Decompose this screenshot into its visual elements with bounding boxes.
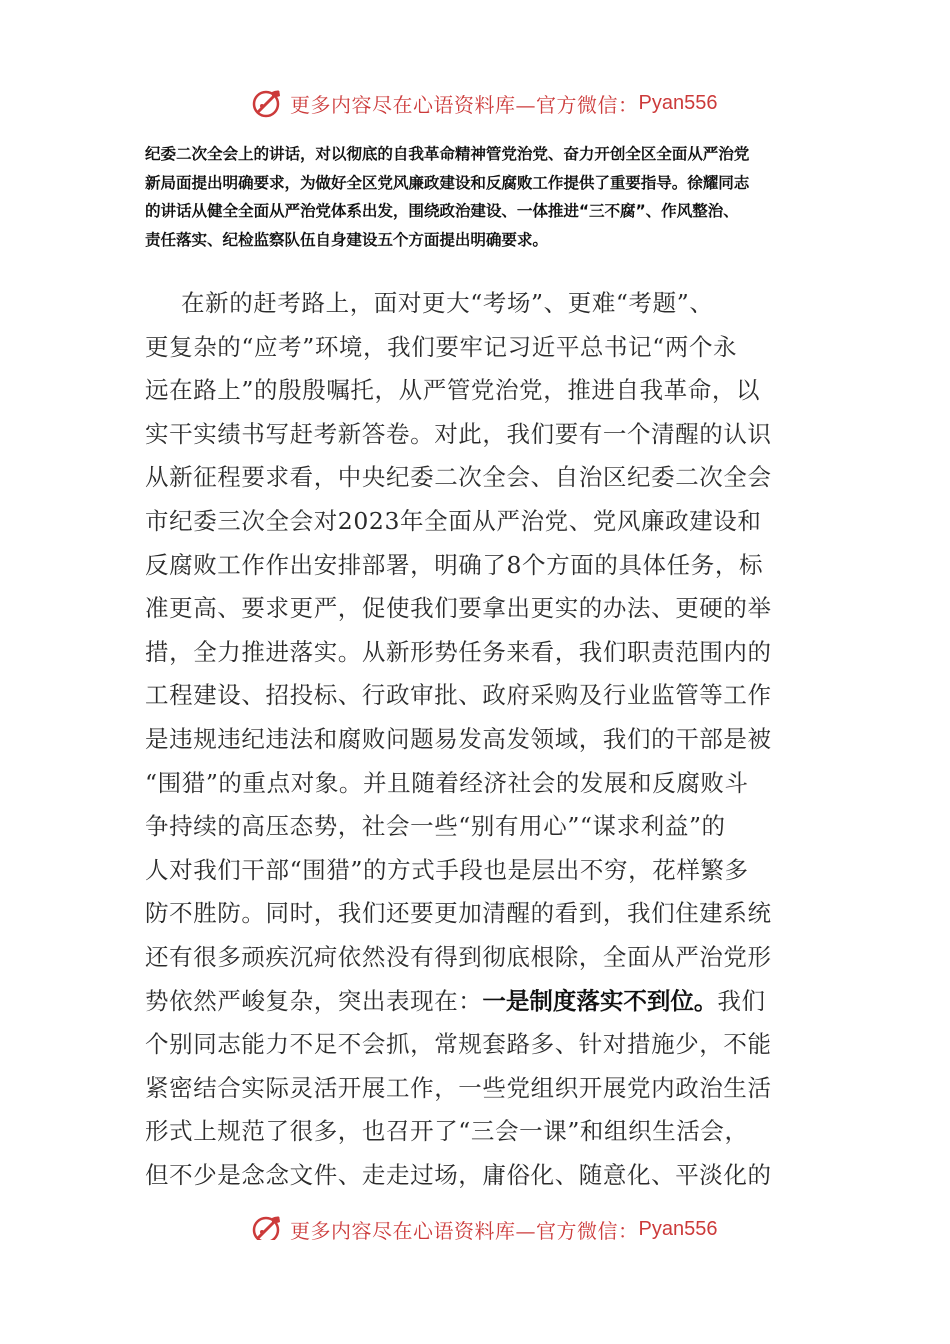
body-line: 是违规违纪违法和腐败问题易发高发领域，我们的干部是被 [145, 724, 772, 753]
footer-banner-handle: Pyan556 [638, 1217, 718, 1240]
intro-line: 责任落实、纪检监察队伍自身建设五个方面提出明确要求。 [145, 230, 548, 249]
emphasis-heading: 一是制度落实不到位。 [482, 986, 718, 1015]
intro-line: 新局面提出明确要求，为做好全区党风廉政建设和反腐败工作提供了重要指导。徐耀同志 [145, 173, 750, 192]
body-line-after: 我们 [717, 986, 766, 1015]
body-line: 更复杂的“应考”环境，我们要牢记习近平总书记“两个永 [145, 332, 738, 361]
body-line: 形式上规范了很多，也召开了“三会一课”和组织生活会， [145, 1117, 749, 1146]
body-line-with-emphasis [145, 980, 810, 1024]
intro-line: 纪委二次全会上的讲话，对以彻底的自我革命精神管党治党、奋力开创全区全面从严治党 [145, 145, 750, 163]
body-line: 还有很多顽疾沉疴依然没有得到彻底根除，全面从严治党形 [145, 942, 772, 971]
body-line: 市纪委三次全会对2023年全面从严治党、党风廉政建设和 [145, 506, 762, 535]
header-banner-handle: Pyan556 [638, 91, 718, 114]
body-paragraph [145, 282, 810, 1197]
body-line: 人对我们干部“围猎”的方式手段也是层出不穷，花样繁多 [145, 855, 749, 884]
body-line: 在新的赶考路上，面对更大“考场”、更难“考题”、 [181, 289, 714, 317]
footer-banner-text: 更多内容尽在心语资料库—官方微信： [290, 1218, 639, 1240]
body-line: 措，全力推进落实。从新形势任务来看，我们职责范围内的 [145, 637, 772, 666]
body-line: 远在路上”的殷殷嘱托，从严管党治党，推进自我革命，以 [145, 376, 761, 405]
body-line-before: 势依然严峻复杂，突出表现在： [145, 986, 483, 1015]
intro-line: 的讲话从健全全面从严治党体系出发，围绕政治建设、一体推进“三不腐”、作风整治、 [145, 202, 739, 220]
body-line: 争持续的高压态势，社会一些“别有用心”“谋求利益”的 [145, 812, 726, 841]
quill-logo-icon [250, 1212, 284, 1240]
intro-paragraph [145, 140, 810, 254]
body-line: 实干实绩书写赶考新答卷。对此，我们要有一个清醒的认识 [145, 419, 772, 448]
body-line: 个别同志能力不足不会抓，常规套路多、针对措施少，不能 [145, 1030, 772, 1059]
body-line: 防不胜防。同时，我们还要更加清醒的看到，我们住建系统 [145, 899, 772, 928]
body-line: “围猎”的重点对象。并且随着经济社会的发展和反腐败斗 [145, 768, 749, 797]
body-line: 但不少是念念文件、走走过场，庸俗化、随意化、平淡化的 [145, 1160, 772, 1189]
body-line: 反腐败工作作出安排部署，明确了8个方面的具体任务，标 [145, 550, 764, 579]
quill-logo-icon [250, 86, 284, 120]
body-line: 工程建设、招投标、行政审批、政府采购及行业监管等工作 [145, 681, 772, 710]
header-watermark-banner [250, 84, 770, 122]
body-line: 从新征程要求看，中央纪委二次全会、自治区纪委二次全会 [145, 463, 772, 492]
body-line: 紧密结合实际灵活开展工作，一些党组织开展党内政治生活 [145, 1073, 772, 1102]
body-line: 准更高、要求更严，促使我们要拿出更实的办法、更硬的举 [145, 594, 772, 623]
header-banner-text: 更多内容尽在心语资料库—官方微信： [290, 92, 639, 117]
footer-watermark-banner [250, 1206, 770, 1240]
